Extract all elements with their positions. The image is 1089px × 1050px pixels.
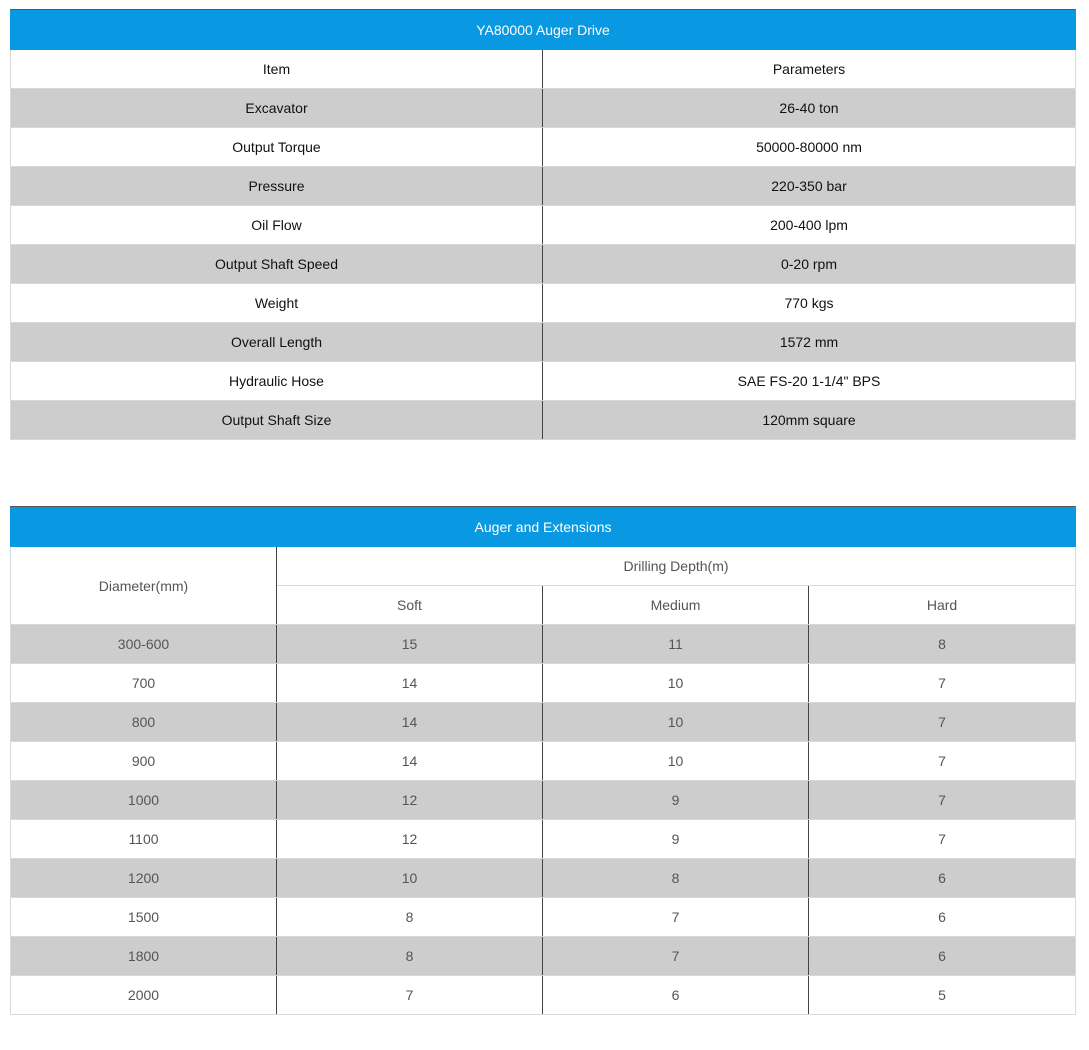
- medium-cell: 10: [543, 703, 809, 742]
- hard-cell: 6: [809, 859, 1076, 898]
- hard-cell: 7: [809, 820, 1076, 859]
- auger-extensions-table: [10, 506, 1076, 1015]
- soft-cell: 12: [277, 781, 543, 820]
- soft-cell: 12: [277, 820, 543, 859]
- item-cell: Pressure: [11, 167, 543, 206]
- soft-cell: 14: [277, 703, 543, 742]
- hard-cell: 8: [809, 625, 1076, 664]
- diameter-cell: 300-600: [11, 625, 277, 664]
- item-cell: Overall Length: [11, 323, 543, 362]
- medium-cell: 10: [543, 742, 809, 781]
- table-row: [11, 898, 1076, 937]
- table-row: [11, 664, 1076, 703]
- diameter-cell: 1800: [11, 937, 277, 976]
- parameter-cell: 26-40 ton: [543, 89, 1076, 128]
- table-row: [11, 742, 1076, 781]
- soft-cell: 8: [277, 937, 543, 976]
- soft-cell: 7: [277, 976, 543, 1015]
- diameter-cell: 800: [11, 703, 277, 742]
- table-row: [11, 625, 1076, 664]
- parameter-cell: 200-400 lpm: [543, 206, 1076, 245]
- item-cell: Output Shaft Speed: [11, 245, 543, 284]
- hard-header: Hard: [809, 586, 1076, 625]
- item-cell: Weight: [11, 284, 543, 323]
- parameter-cell: 770 kgs: [543, 284, 1076, 323]
- table-row: [11, 245, 1076, 284]
- hard-cell: 5: [809, 976, 1076, 1015]
- medium-cell: 9: [543, 820, 809, 859]
- soft-cell: 10: [277, 859, 543, 898]
- parameter-cell: 50000-80000 nm: [543, 128, 1076, 167]
- medium-cell: 7: [543, 898, 809, 937]
- item-cell: Excavator: [11, 89, 543, 128]
- table-row: [11, 781, 1076, 820]
- medium-cell: 7: [543, 937, 809, 976]
- item-cell: Output Torque: [11, 128, 543, 167]
- item-cell: Hydraulic Hose: [11, 362, 543, 401]
- table-row: [11, 401, 1076, 440]
- auger-drive-spec-table: [10, 9, 1076, 440]
- parameter-cell: 1572 mm: [543, 323, 1076, 362]
- hard-cell: 7: [809, 664, 1076, 703]
- item-cell: Output Shaft Size: [11, 401, 543, 440]
- item-cell: Oil Flow: [11, 206, 543, 245]
- medium-cell: 10: [543, 664, 809, 703]
- table-row: [11, 284, 1076, 323]
- soft-cell: 14: [277, 742, 543, 781]
- table-row: [11, 323, 1076, 362]
- diameter-cell: 1100: [11, 820, 277, 859]
- hard-cell: 6: [809, 937, 1076, 976]
- table-row: [11, 167, 1076, 206]
- drilling-depth-header: Drilling Depth(m): [277, 547, 1076, 586]
- spec-table-title: YA80000 Auger Drive: [11, 10, 1076, 50]
- soft-cell: 14: [277, 664, 543, 703]
- parameters-header: Parameters: [543, 50, 1076, 89]
- diameter-cell: 700: [11, 664, 277, 703]
- spec-header-row: [11, 50, 1076, 89]
- auger-table-title: Auger and Extensions: [11, 507, 1076, 547]
- diameter-header: Diameter(mm): [11, 547, 277, 625]
- diameter-cell: 1200: [11, 859, 277, 898]
- parameter-cell: 220-350 bar: [543, 167, 1076, 206]
- parameter-cell: SAE FS-20 1-1/4" BPS: [543, 362, 1076, 401]
- medium-cell: 9: [543, 781, 809, 820]
- table-row: [11, 703, 1076, 742]
- item-header: Item: [11, 50, 543, 89]
- soft-header: Soft: [277, 586, 543, 625]
- soft-cell: 15: [277, 625, 543, 664]
- parameter-cell: 120mm square: [543, 401, 1076, 440]
- table-row: [11, 362, 1076, 401]
- soft-cell: 8: [277, 898, 543, 937]
- diameter-cell: 2000: [11, 976, 277, 1015]
- table-row: [11, 859, 1076, 898]
- auger-header-row: [11, 547, 1076, 586]
- diameter-cell: 900: [11, 742, 277, 781]
- hard-cell: 7: [809, 703, 1076, 742]
- table-row: [11, 937, 1076, 976]
- medium-cell: 6: [543, 976, 809, 1015]
- medium-header: Medium: [543, 586, 809, 625]
- spec-title-row: [11, 10, 1076, 50]
- parameter-cell: 0-20 rpm: [543, 245, 1076, 284]
- table-row: [11, 820, 1076, 859]
- table-row: [11, 206, 1076, 245]
- medium-cell: 8: [543, 859, 809, 898]
- auger-title-row: [11, 507, 1076, 547]
- table-row: [11, 128, 1076, 167]
- hard-cell: 7: [809, 742, 1076, 781]
- diameter-cell: 1000: [11, 781, 277, 820]
- medium-cell: 11: [543, 625, 809, 664]
- diameter-cell: 1500: [11, 898, 277, 937]
- hard-cell: 7: [809, 781, 1076, 820]
- table-row: [11, 89, 1076, 128]
- hard-cell: 6: [809, 898, 1076, 937]
- table-row: [11, 976, 1076, 1015]
